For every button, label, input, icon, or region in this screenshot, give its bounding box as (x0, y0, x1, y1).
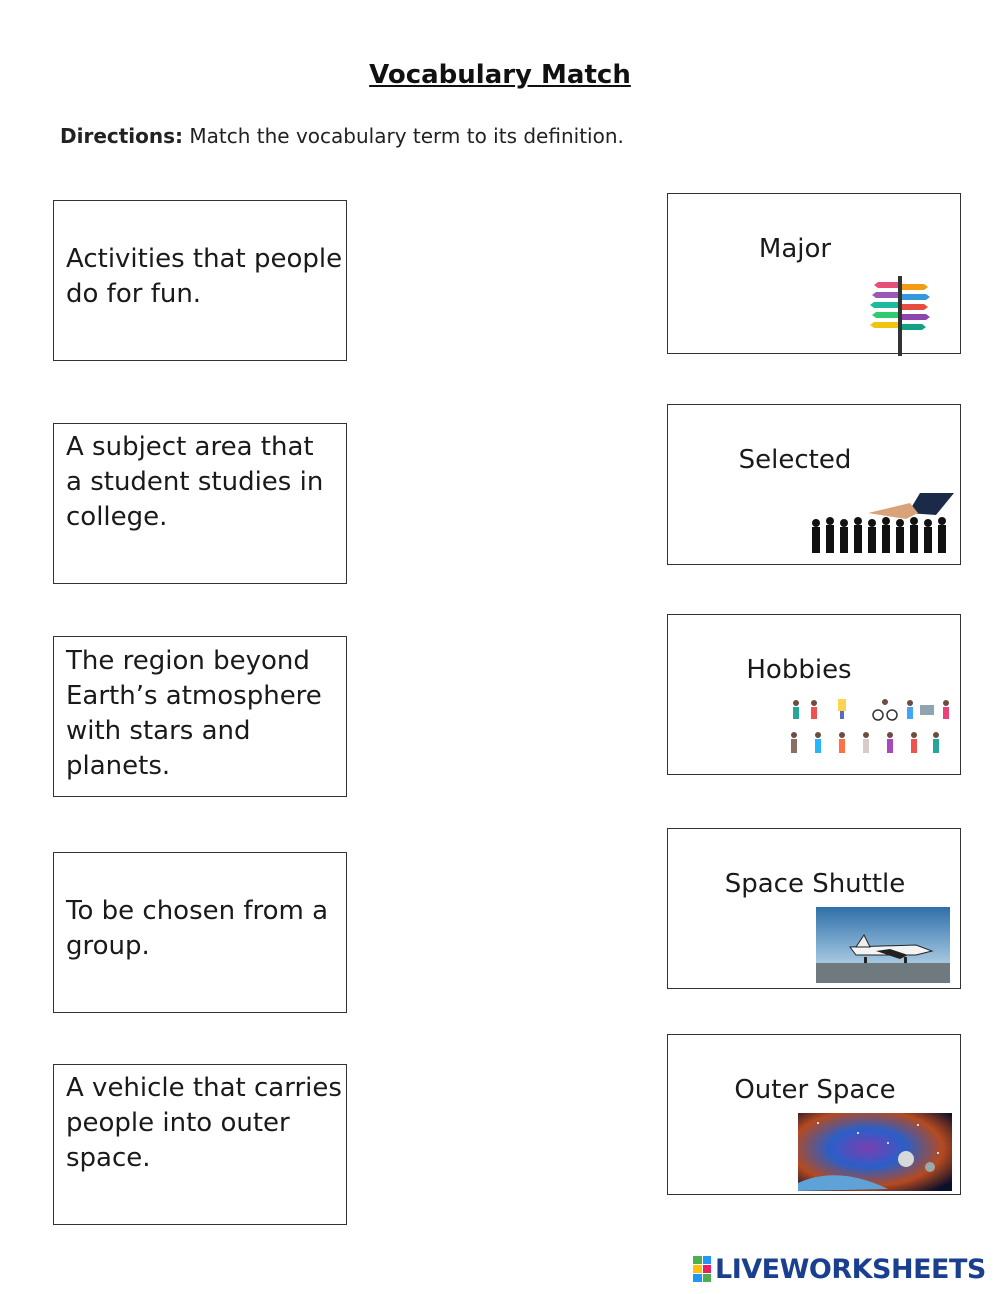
definition-card-1[interactable] (53, 200, 347, 361)
definition-text: To be chosen from a group. (66, 896, 329, 961)
definition-text: The region beyond Earth’s atmosphere with stars and planets. (66, 646, 322, 781)
page-title: Vocabulary Match (369, 60, 631, 90)
term-card-major[interactable] (667, 193, 961, 354)
definition-card-2[interactable] (53, 423, 347, 584)
directions-label: Directions: (60, 124, 184, 148)
definition-card-4[interactable] (53, 852, 347, 1013)
term-card-selected[interactable] (667, 404, 961, 565)
logo-mark-icon (693, 1256, 711, 1282)
directions (60, 124, 624, 148)
definition-card-5[interactable] (53, 1064, 347, 1225)
term-card-outer-space[interactable] (667, 1034, 961, 1195)
definition-card-3[interactable] (53, 636, 347, 797)
signpost-icon (864, 274, 938, 356)
space-shuttle-photo (816, 907, 950, 983)
definition-text: A vehicle that carries people into outer space. (66, 1073, 342, 1173)
term-label: Major (758, 234, 832, 264)
liveworksheets-logo (693, 1254, 986, 1284)
outer-space-photo (798, 1113, 952, 1191)
term-card-hobbies[interactable] (667, 614, 961, 775)
directions-text: Match the vocabulary term to its definition. (183, 124, 624, 148)
term-label: Space Shuttle (724, 869, 906, 899)
selection-hand-icon (808, 491, 956, 559)
term-label: Selected (738, 445, 852, 475)
term-label: Hobbies (746, 655, 852, 685)
definition-text: Activities that people do for fun. (66, 244, 343, 309)
definition-text: A subject area that a student studies in college. (66, 432, 324, 532)
logo-text: LIVEWORKSHEETS (715, 1253, 986, 1285)
term-card-space-shuttle[interactable] (667, 828, 961, 989)
term-label: Outer Space (734, 1075, 896, 1105)
hobbies-people-icon (786, 697, 954, 763)
